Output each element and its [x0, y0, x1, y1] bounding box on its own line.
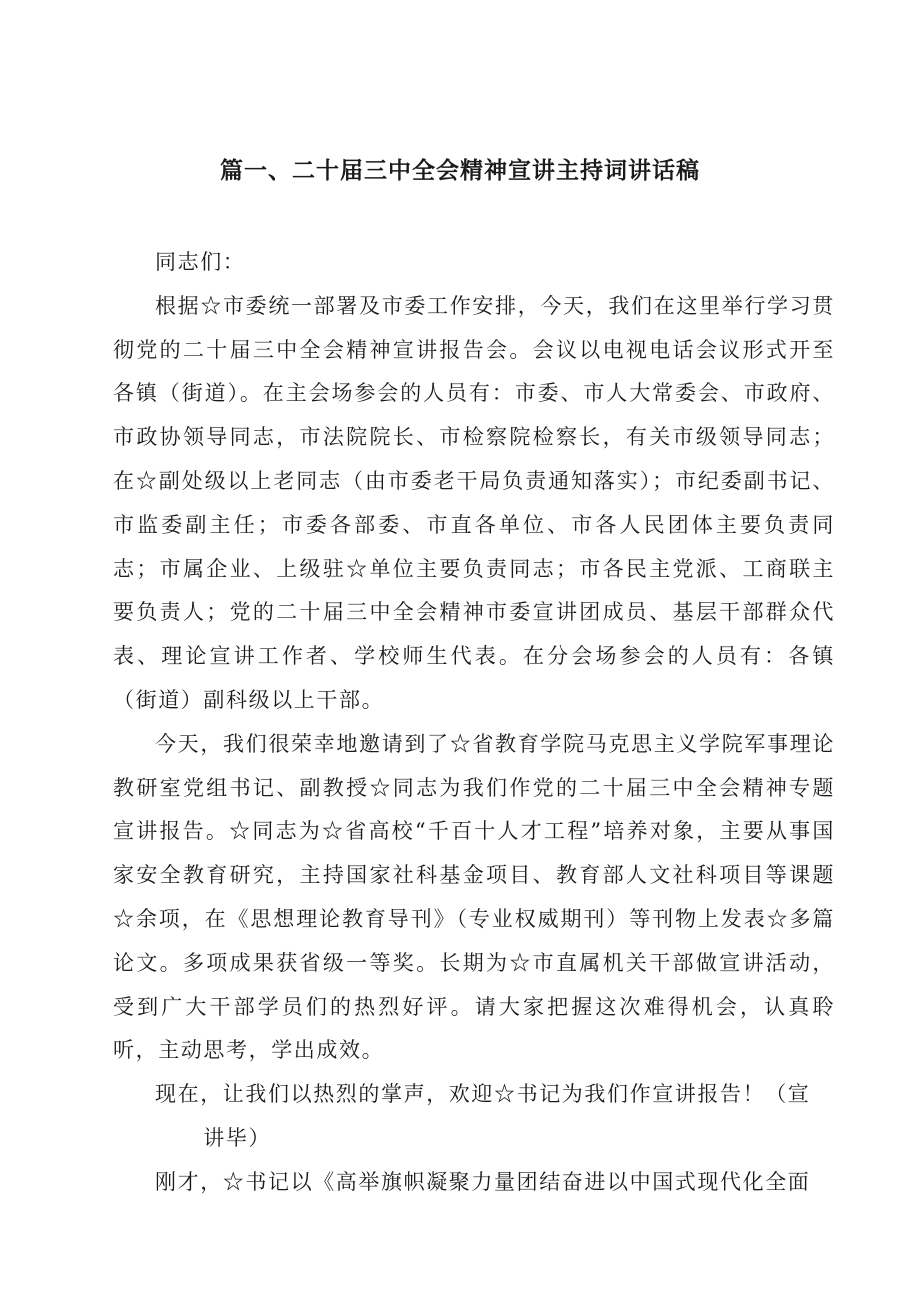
- paragraph-welcome: [113, 1073, 835, 1161]
- paragraph-summary: 刚才，☆书记以《高举旗帜凝聚力量团结奋进以中国式现代化全面: [155, 1169, 811, 1194]
- paragraph-speaker-introduction: 今天，我们很荣幸地邀请到了☆省教育学院马克思主义学院军事理论教研室党组书记、副教授☆同志为我们作党的二十届三中全会精神专题宣讲报告。☆同志为☆省高校“千百十人才工程”培养对象，主要从事国家安全教育研究，主持国家社科基金项目、教育部人文社科项目等课题☆余项，在《思想理论教育导刊》（专业权威期刊）等刊物上发表☆多篇论文。多项成果获省级一等奖。长期为☆市直属机关干部做宣讲活动，受到广大干部学员们的热烈好评。请大家把握这次难得机会，认真聆听，主动思考，学出成效。: [113, 731, 835, 1063]
- paragraph-meeting-attendees: 根据☆市委统一部署及市委工作安排，今天，我们在这里举行学习贯彻党的二十届三中全会精神宣讲报告会。会议以电视电话会议形式开至各镇（街道）。在主会场参会的人员有：市委、市人大常委会、市政府、市政协领导同志，市法院院长、市检察院检察长，有关市级领导同志；在☆副处级以上老同志（由市委老干局负责通知落实）；市纪委副书记、市监委副主任；市委各部委、市直各单位、市各人民团体主要负责同志；市属企业、上级驻☆单位主要负责同志；市各民主党派、工商联主要负责人；党的二十届三中全会精神市委宣讲团成员、基层干部群众代表、理论宣讲工作者、学校师生代表。在分会场参会的人员有：各镇（街道）副科级以上干部。: [113, 293, 835, 712]
- welcome-line-continuation: 讲毕）: [203, 1125, 272, 1150]
- page-title: 篇一、二十届三中全会精神宣讲主持词讲话稿: [220, 158, 700, 184]
- document-body: [113, 241, 835, 1205]
- salutation: 同志们：: [155, 250, 246, 274]
- welcome-line: 现在，让我们以热烈的掌声，欢迎☆书记为我们作宣讲报告！（宣: [155, 1082, 811, 1107]
